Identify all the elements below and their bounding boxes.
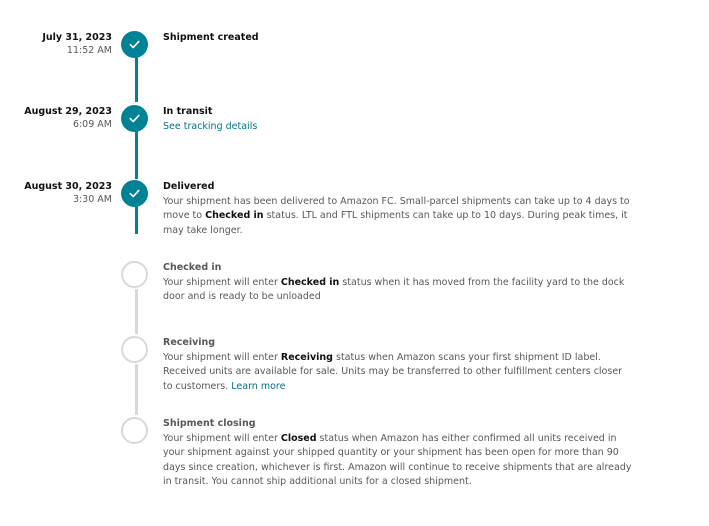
timeline-connector (135, 289, 138, 334)
status-name-emphasis: Checked in (280, 276, 340, 288)
status-name-emphasis: Receiving (280, 351, 333, 363)
step-description (163, 351, 633, 395)
step-content (163, 417, 633, 490)
status-name-emphasis: Closed (280, 432, 317, 444)
description-text: Your shipment will enter (163, 351, 281, 363)
step-content (163, 180, 633, 238)
empty-circle-icon (121, 261, 148, 288)
step-timestamp (24, 105, 112, 131)
description-text: status when it has moved from the facility yard to the dock door and is ready to be unloaded (163, 276, 625, 303)
step-title: In transit (163, 106, 213, 117)
step-title: Receiving (163, 337, 216, 348)
description-text: status. LTL and FTL shipments can take up to 10 days. During peak times, it may take longer. (163, 210, 628, 236)
step-content (163, 105, 633, 134)
step-description (163, 432, 633, 490)
step-content (163, 261, 633, 305)
step-timestamp (24, 180, 112, 206)
timeline-connector (135, 131, 138, 179)
description-text: Your shipment will enter (163, 432, 281, 444)
timeline-connector (135, 57, 138, 102)
step-description (163, 276, 633, 305)
check-icon (121, 31, 148, 58)
step-content (163, 31, 633, 46)
timeline-connector (135, 364, 138, 415)
see-tracking-details-link[interactable]: See tracking details (163, 120, 258, 132)
description-text: status when Amazon has either confirmed all units received in your shipment against your shipped quantity or your shipment has been open for more than 90 days since creation, whichever is first. Amazon will continue to receive shipments that are already in transit. You cannot ship additional units for a closed shipment. (163, 432, 632, 488)
empty-circle-icon (121, 336, 148, 363)
timeline-connector (135, 206, 138, 234)
step-title: Shipment closing (163, 418, 256, 429)
step-date: August 29, 2023 (24, 106, 112, 117)
status-name-emphasis: Checked in (205, 210, 264, 222)
step-title: Delivered (163, 181, 215, 192)
step-time: 6:09 AM (72, 119, 112, 130)
empty-circle-icon (121, 417, 148, 444)
check-icon (121, 105, 148, 132)
description-text: Your shipment will enter (163, 276, 281, 288)
description-text: status when Amazon scans your first shipment ID label. Received units are available for sale. Units may be transferred to other fulfillment centers closer to customers. (163, 351, 623, 392)
step-title: Shipment created (163, 32, 259, 43)
description-text: Your shipment has been delivered to Amazon FC. Small-parcel shipments can take up to 4 days to move to (163, 195, 630, 222)
step-content (163, 336, 633, 394)
step-description (163, 195, 633, 239)
step-timestamp (42, 31, 112, 57)
step-date: August 30, 2023 (24, 181, 112, 192)
check-icon (121, 180, 148, 207)
step-date: July 31, 2023 (42, 32, 112, 43)
step-time: 11:52 AM (66, 45, 112, 56)
learn-more-link[interactable]: Learn more (231, 380, 286, 392)
step-time: 3:30 AM (72, 194, 112, 205)
step-title: Checked in (163, 262, 222, 273)
